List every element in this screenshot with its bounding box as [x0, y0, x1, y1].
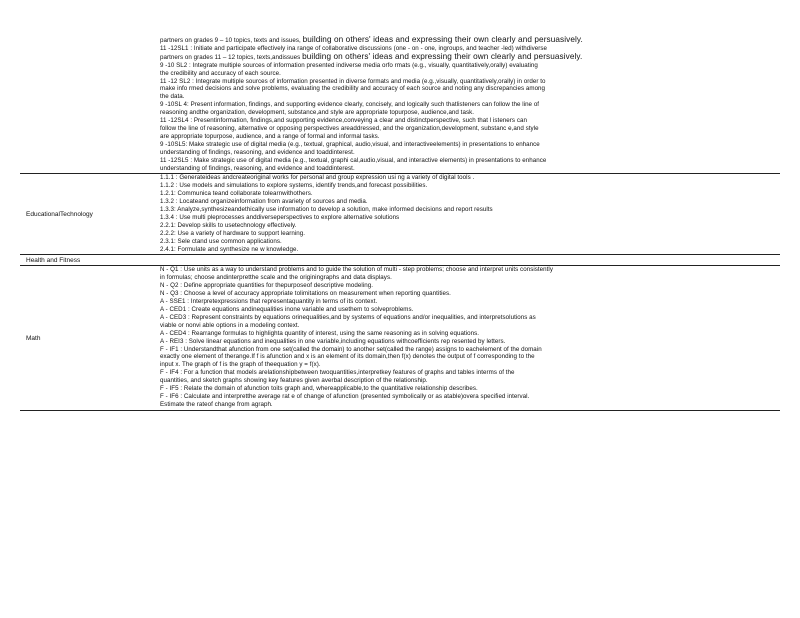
standard-line: F - IF6 : Calculate and interpretthe average rat e of change of afunction (presented symbolically or as atable)overa specified interval. [160, 392, 530, 400]
standards-cell [140, 255, 780, 265]
standards-cell [140, 266, 780, 409]
standard-line: F - IF5 : Relate the domain of afunction toits graph and, whereapplicable,to the quantitative relationship describes. [160, 385, 478, 393]
table-row-continuation [20, 36, 780, 174]
text-line-emphasis: building on others' ideas and expressing their own clearly and persuasively. [302, 36, 583, 44]
standard-line: A - REI3 : Solve linear equations and inequalities in one variable,including equations withcoefficients rep resented by letters. [160, 337, 506, 345]
text-line-small: 11 -12 SL2 : Integrate multiple sources of information presented in diverse formats and media (e.g.,visually, quantitatively,orally) in order to [160, 77, 546, 85]
text-line-small: 11 -12SL1 : Initiate and participate effectively ina range of collaborative discussions (one - on - one, ingroups, and teacher -led) withdiverse [160, 44, 548, 52]
table-row-math [20, 266, 780, 410]
text-line-small: 9 -10SL 4: Present information, findings, and supporting evidence clearly, concisely, and logically such thatlisteners can follow the line of [160, 101, 540, 109]
standard-line: 2.4.1: Formulate and synthesize ne w knowledge. [160, 245, 299, 253]
text-line [160, 157, 780, 165]
text-line [160, 101, 780, 109]
standard-line: A - CED4 : Rearrange formulas to highlighta quantity of interest, using the same reasoning as in solving equations. [160, 329, 480, 337]
standard-line: 1.2.1: Communica teand collaborate tolearnwithothers. [160, 190, 313, 198]
standard-line: 1.3.4 : Use multi pleprocesses anddiverseperspectives to explore alternative solutions [160, 213, 400, 221]
row-label: EducationalTechnology [26, 210, 93, 218]
text-line [160, 78, 780, 86]
text-line [160, 165, 780, 173]
continuation-cell [20, 36, 780, 173]
text-line [160, 109, 780, 117]
standard-line: A - CED1 : Create equations andinequalities inone variable and usethem to solveproblems. [160, 306, 414, 313]
text-line-small: 9 -10SL5: Make strategic use of digital media (e.g., textual, graphical, audio,visual, and interactiveelements) in presentations to enhance [160, 140, 540, 148]
text-line-small: understanding of findings, reasoning, and evidence and toaddinterest. [160, 148, 355, 156]
row-label: Health and Fitness [26, 256, 81, 264]
text-line-small: follow the line of reasoning, alternative or opposing perspectives areaddressed, and the organization,development, substanc e,and style [160, 124, 539, 132]
text-line-small: the data. [160, 93, 185, 101]
standard-line: 1.3.2 : Locateand organizeinformation from avariety of sources and media. [160, 198, 368, 206]
standard-line: Estimate the rateof change from agraph. [160, 400, 273, 408]
standard-line: 2.3.1: Sele ctand use common applications. [160, 237, 282, 245]
text-line-small: partners on grades 11 – 12 topics, texts,andissues [160, 53, 303, 61]
text-line [160, 62, 780, 70]
text-line [160, 133, 780, 141]
text-line-small: 11 -12SL4 : Presentinformation, findings,and supporting evidence,conveying a clear and distinctperspective, such that l isteners can [160, 117, 527, 125]
row-label: Math [26, 334, 41, 342]
standard-line: in formulas; choose andinterpretthe scale and the originingraphs and data displays. [160, 274, 392, 282]
text-line [160, 85, 780, 93]
standard-line: viable or nonvi able options in a modeling context. [160, 321, 300, 329]
text-line [160, 141, 780, 149]
standard-line: quantities, and sketch graphs showing key features given averbal description of the relationship. [160, 377, 428, 385]
standards-cell [140, 174, 780, 254]
standard-line: A - SSE1 : Interpretexpressions that representaquantity in terms of its context. [160, 298, 378, 306]
text-line [160, 125, 780, 133]
standard-line: 1.1.2 : Use models and simulations to explore systems, identify trends,and forecast possibilities. [160, 182, 428, 190]
standard-line: A - CED3 : Represent constraints by equations orinequalities,and by systems of equations and/or inequalities, and interpretsolutions as [160, 313, 536, 321]
standards-table [20, 36, 780, 411]
text-line [160, 117, 780, 125]
standard-line: 1.1.1 : Generateideas andcreateoriginal works for personal and group expression usi ng a variety of digital tools . [160, 174, 475, 182]
standard-line: N - Q1 : Use units as a way to understand problems and to guide the solution of multi - step problems; choose and interpret units consistently [160, 266, 553, 274]
table-row-educational-technology [20, 174, 780, 255]
standard-line: exactly one element of therange.If f is afunction and x is an element of its domain,then f(x) denotes the output of f corresponding to the [160, 353, 535, 361]
text-line-small: the credibility and accuracy of each source. [160, 69, 281, 77]
text-line-emphasis: building on others' ideas and expressing their own clearly and persuasively. [302, 51, 583, 61]
text-line-small: 11 -12SL5 : Make strategic use of digital media (e.g., textual, graphi cal,audio,visual, and interactive elements) in presentations to enhance [160, 156, 547, 164]
text-line [160, 70, 780, 78]
text-line [160, 93, 780, 101]
text-line-small: partners on grades 9 – 10 topics, texts and issues, [160, 37, 303, 44]
standard-line: N - Q2 : Define appropriate quantities for thepurposeof descriptive modeling. [160, 282, 373, 290]
standard-line: F - IF1 : Understandthat afunction from one set(called the domain) to another set(called the range) assigns to eachelement of the domain [160, 345, 542, 353]
text-line-small: understanding of findings, reasoning, and evidence and toaddinterest. [160, 164, 355, 172]
standard-line: F - IF4 : For a function that models arelationshipbetween twoquantities,interpretkey features of graphs and tables interms of the [160, 369, 515, 377]
text-line-small: reasoning andthe organization, development, substance,and style are appropriate topurpose, audience,and task. [160, 109, 475, 117]
text-line-small: 9 -10 SL2 : Integrate multiple sources of information presented indiverse media orfo rmats (e.g., visually, quantitatively,orally) evaluating [160, 61, 538, 69]
text-line-small: are appropriate topurpose, audience, and a range of formal and informal tasks. [160, 132, 380, 140]
standard-line: input x. The graph of f is the graph of theequation y = f(x). [160, 361, 321, 369]
standard-line: N - Q3 : Choose a level of accuracy appropriate tolimitations on measurement when reporting quantities. [160, 290, 451, 298]
standard-line: 1.3.3: Analyze,synthesizeandethically use information to develop a solution, make informed decisions and report results [160, 206, 493, 214]
standard-line: 2.2.1: Develop skills to usetechnology effectively. [160, 221, 297, 229]
text-line [160, 36, 780, 45]
table-row-health-fitness [20, 255, 780, 266]
standard-line: 2.2.2: Use a variety of hardware to support learning. [160, 229, 306, 237]
text-line-small: make info rmed decisions and solve problems, evaluating the credibility and accuracy of each source and noting any discrepancies among [160, 85, 546, 93]
text-line [160, 149, 780, 157]
text-line [160, 53, 780, 62]
